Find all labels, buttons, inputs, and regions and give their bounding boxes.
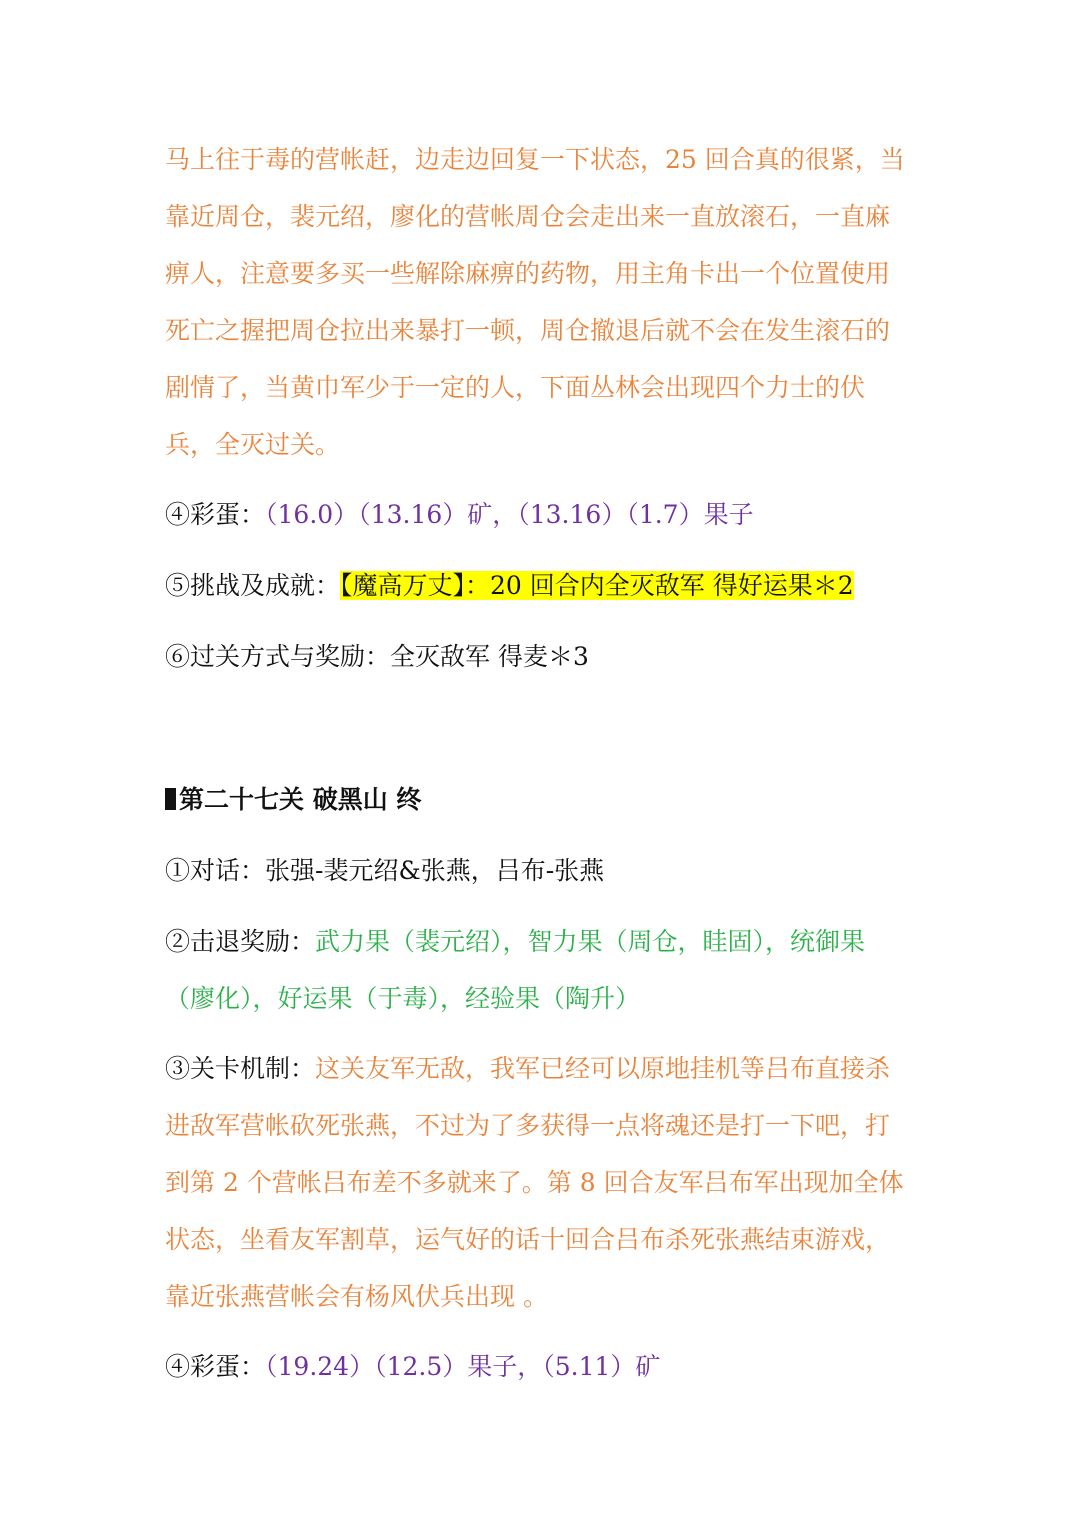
mechanics-line: 到第 2 个营帐吕布差不多就来了。第 8 回合友军吕布军出现加全体 [165,1168,904,1197]
sec27-easter-egg [165,1338,910,1395]
easter-egg-coords: （16.0）（13.16）矿，（13.16）（1.7）果子 [265,500,754,529]
mechanics-line: 靠近张燕营帐会有杨风伏兵出现 。 [165,1282,548,1311]
sec27-dialogue: ①对话：张强-裴元绍&张燕，吕布-张燕 [165,856,605,885]
paragraph-line: 死亡之握把周仓拉出来暴打一顿，周仓撤退后就不会在发生滚石的 [165,316,891,345]
easter-egg-label: ④彩蛋： [165,1352,266,1381]
easter-egg-coords: （19.24）（12.5）果子，（5.11）矿 [265,1352,661,1381]
sec27-title [165,771,910,828]
sec26-clear-condition: ⑥过关方式与奖励：全灭敌军 得麦＊3 [165,642,589,671]
section-marker-icon [165,788,176,810]
rewards-label: ②击退奖励： [165,927,316,956]
sec27-rewards [165,913,910,1027]
paragraph-line: 马上往于毒的营帐赶，边走边回复一下状态，25 回合真的很紧，当 [165,145,905,174]
rewards-text: 武力果（裴元绍），智力果（周仓，眭固），统御果 [315,927,866,956]
rewards-line [165,913,910,970]
mechanics-line [165,1040,910,1097]
challenge-highlight: 【魔高万丈】：20 回合内全灭敌军 得好运果＊2 [340,571,854,600]
paragraph-line: 剧情了，当黄巾军少于一定的人，下面丛林会出现四个力士的伏 [165,373,866,402]
sec26-easter-egg [165,486,910,543]
easter-egg-label: ④彩蛋： [165,500,266,529]
sec27-mechanics [165,1040,910,1325]
sec26-mechanics-paragraph [165,131,910,473]
challenge-label: ⑤挑战及成就： [165,571,341,600]
section-title-text: 第二十七关 破黑山 终 [179,785,422,814]
paragraph-line: 兵，全灭过关。 [165,430,341,459]
mechanics-line: 进敌军营帐砍死张燕，不过为了多获得一点将魂还是打一下吧，打 [165,1111,891,1140]
rewards-line: （廖化），好运果（于毒），经验果（陶升） [165,984,641,1013]
paragraph-line: 痹人，注意要多买一些解除麻痹的药物，用主角卡出一个位置使用 [165,259,891,288]
paragraph-line: 靠近周仓，裴元绍，廖化的营帐周仓会走出来一直放滚石，一直麻 [165,202,891,231]
mechanics-text: 这关友军无敌，我军已经可以原地挂机等吕布直接杀 [315,1054,891,1083]
sec26-challenge [165,557,910,614]
mechanics-label: ③关卡机制： [165,1054,316,1083]
mechanics-line: 状态，坐看友军割草，运气好的话十回合吕布杀死张燕结束游戏， [165,1225,891,1254]
